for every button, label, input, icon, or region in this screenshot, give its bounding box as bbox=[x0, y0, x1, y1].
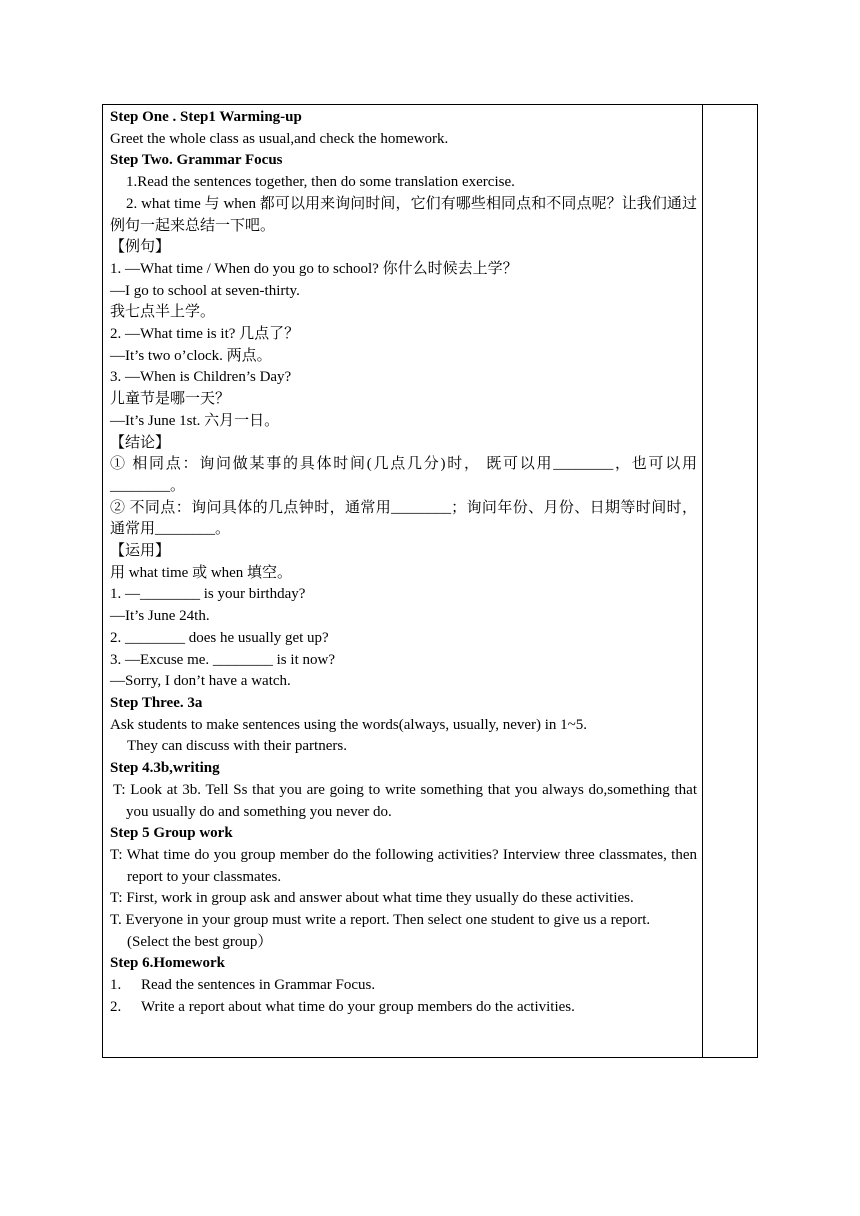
practice-3-answer: —Sorry, I don’t have a watch. bbox=[110, 673, 291, 690]
example-1-answer: —I go to school at seven-thirty. bbox=[110, 282, 300, 299]
example-3-answer: —It’s June 1st. 六月一日。 bbox=[110, 412, 280, 429]
example-heading: 【例句】 bbox=[110, 239, 171, 256]
homework-number-2: 2. bbox=[110, 998, 122, 1015]
conclusion-similarity: ① 相同点：询问做某事的具体时间(几点几分)时， 既可以用________，也可以用________。 bbox=[110, 456, 697, 494]
step-5-text-2: T: First, work in group ask and answer about what time they usually do these activities. bbox=[110, 890, 634, 907]
step-three-text: Ask students to make sentences using the words(always, usually, never) in 1~5. bbox=[110, 716, 588, 733]
step-5-text-1: T: What time do you group member do the following activities? Interview three classmates, then report to your classmates. bbox=[110, 846, 697, 885]
grammar-item-2: 2. what time 与 when 都可以用来询问时间，它们有哪些相同点和不同点呢？让我们通过例句一起来总结一下吧。 bbox=[110, 195, 697, 234]
notes-cell bbox=[703, 105, 757, 1057]
step-4-text: T: Look at 3b. Tell Ss that you are going to write something that you always do,something that you usually do and something you never do. bbox=[113, 781, 697, 820]
conclusion-difference: ② 不同点：询问具体的几点钟时，通常用________；询问年份、月份、日期等时间时，通常用________。 bbox=[110, 499, 697, 538]
step-two-heading: Step Two. Grammar Focus bbox=[110, 152, 283, 169]
practice-instruction: 用 what time 或 when 填空。 bbox=[110, 564, 293, 581]
practice-heading: 【运用】 bbox=[110, 543, 171, 560]
step-one-text: Greet the whole class as usual,and check the homework. bbox=[110, 130, 449, 147]
grammar-item-1: 1.Read the sentences together, then do some translation exercise. bbox=[126, 174, 515, 191]
lesson-content-cell bbox=[103, 105, 703, 1057]
example-3-translation: 儿童节是哪一天？ bbox=[110, 391, 231, 408]
example-2-answer: —It’s two o’clock. 两点。 bbox=[110, 347, 272, 364]
homework-item-1 bbox=[110, 975, 697, 997]
homework-text-1: Read the sentences in Grammar Focus. bbox=[141, 977, 376, 994]
lesson-content bbox=[110, 107, 697, 1019]
step-5-text-4: (Select the best group） bbox=[127, 933, 273, 950]
practice-2: 2. ________ does he usually get up? bbox=[110, 629, 329, 646]
example-3-question: 3. —When is Children’s Day? bbox=[110, 369, 292, 386]
example-1-translation: 我七点半上学。 bbox=[110, 304, 216, 321]
step-three-heading: Step Three. 3a bbox=[110, 694, 203, 711]
homework-text-2: Write a report about what time do your group members do the activities. bbox=[141, 998, 575, 1015]
step-4-heading: Step 4.3b,writing bbox=[110, 760, 220, 777]
practice-1-question: 1. —________ is your birthday? bbox=[110, 586, 306, 603]
practice-3-question: 3. —Excuse me. ________ is it now? bbox=[110, 651, 335, 668]
step-three-text-2: They can discuss with their partners. bbox=[127, 738, 347, 755]
homework-item-2 bbox=[110, 997, 697, 1019]
practice-1-answer: —It’s June 24th. bbox=[110, 608, 210, 625]
step-5-heading: Step 5 Group work bbox=[110, 825, 233, 842]
step-5-text-3: T. Everyone in your group must write a report. Then select one student to give us a report. bbox=[110, 912, 651, 929]
step-6-heading: Step 6.Homework bbox=[110, 955, 225, 972]
conclusion-heading: 【结论】 bbox=[110, 434, 171, 451]
lesson-table bbox=[102, 104, 758, 1058]
example-1-question: 1. —What time / When do you go to school? 你什么时候去上学？ bbox=[110, 260, 518, 277]
step-one-heading: Step One . Step1 Warming-up bbox=[110, 109, 302, 125]
homework-number-1: 1. bbox=[110, 977, 122, 994]
example-2-question: 2. —What time is it? 几点了？ bbox=[110, 326, 300, 343]
